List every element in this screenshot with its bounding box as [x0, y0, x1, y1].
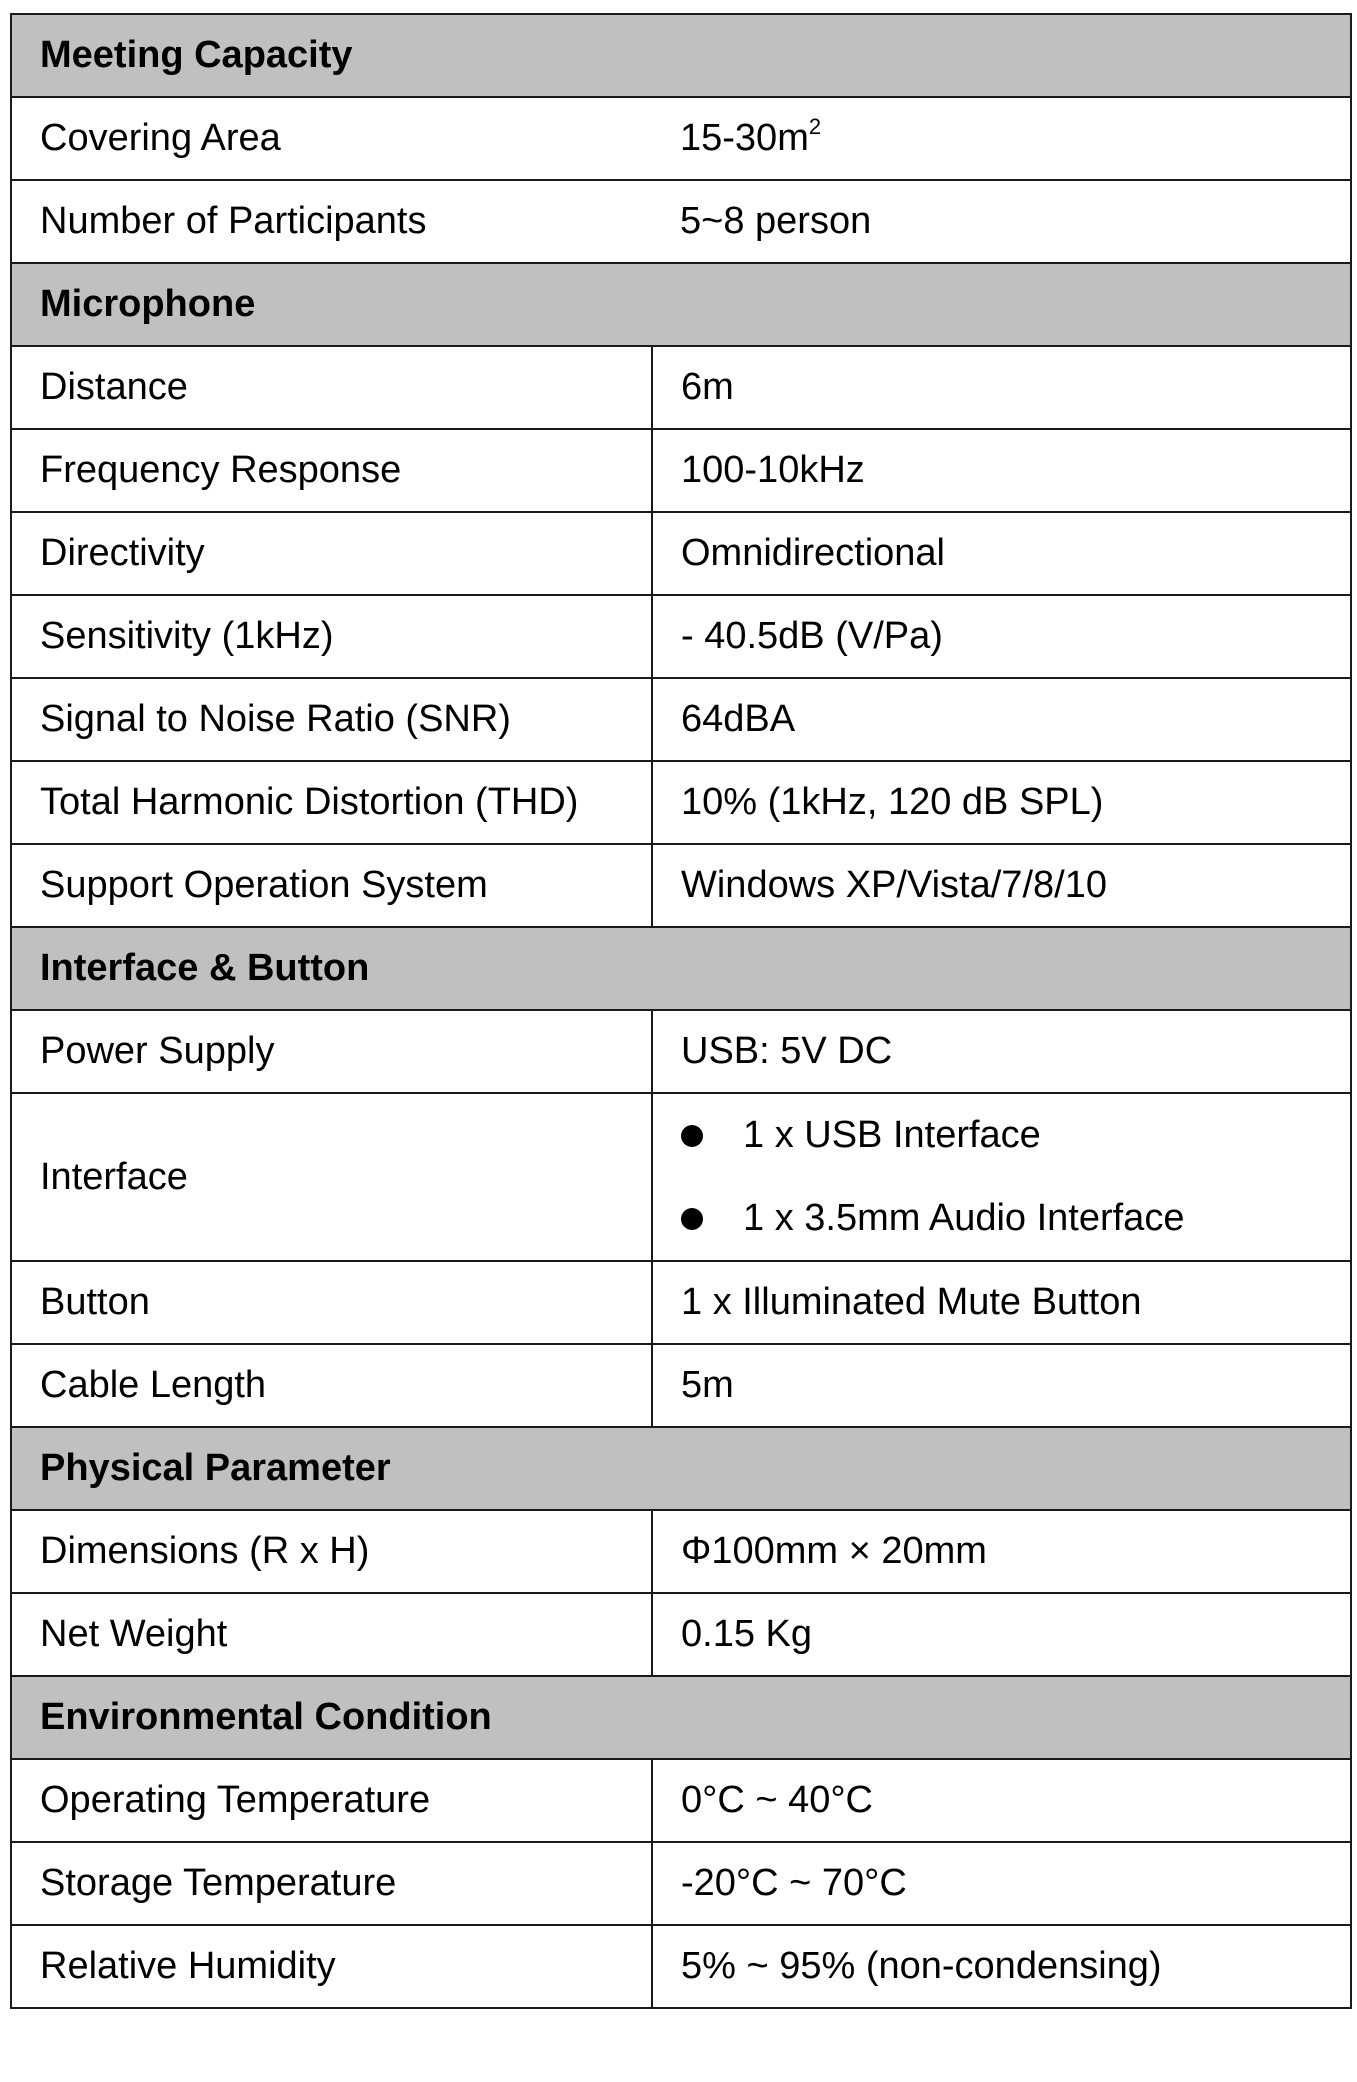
spec-value: Φ100mm × 20mm — [652, 1510, 1351, 1593]
bullet-item — [681, 1177, 1350, 1260]
spec-label: Net Weight — [11, 1593, 652, 1676]
spec-value: 1 x Illuminated Mute Button — [652, 1261, 1351, 1344]
spec-label: Relative Humidity — [11, 1925, 652, 2008]
spec-row — [11, 1261, 1351, 1344]
spec-label: Button — [11, 1261, 652, 1344]
bullet-text: 1 x 3.5mm Audio Interface — [743, 1197, 1185, 1239]
spec-label: Operating Temperature — [11, 1759, 652, 1842]
spec-label: Total Harmonic Distortion (THD) — [11, 761, 652, 844]
superscript: 2 — [808, 114, 822, 139]
bullet-list — [681, 1094, 1350, 1260]
spec-row — [11, 1344, 1351, 1427]
spec-label: Covering Area — [11, 97, 652, 180]
section-header-interface-button — [11, 927, 1351, 1010]
spec-label: Directivity — [11, 512, 652, 595]
spec-label: Storage Temperature — [11, 1842, 652, 1925]
spec-value: 5m — [652, 1344, 1351, 1427]
section-header-physical-parameter — [11, 1427, 1351, 1510]
spec-value: Windows XP/Vista/7/8/10 — [652, 844, 1351, 927]
spec-value: 5~8 person — [652, 180, 1351, 263]
spec-label: Power Supply — [11, 1010, 652, 1093]
spec-value — [652, 1093, 1351, 1261]
spec-row — [11, 346, 1351, 429]
section-title: Environmental Condition — [11, 1676, 1351, 1759]
spec-row — [11, 1759, 1351, 1842]
bullet-text: 1 x USB Interface — [743, 1114, 1041, 1156]
spec-label: Number of Participants — [11, 180, 652, 263]
spec-row — [11, 429, 1351, 512]
section-title: Meeting Capacity — [11, 14, 1351, 97]
spec-value: 5% ~ 95% (non-condensing) — [652, 1925, 1351, 2008]
bullet-dot-icon — [681, 1208, 703, 1230]
spec-value: 6m — [652, 346, 1351, 429]
spec-row — [11, 1510, 1351, 1593]
spec-row — [11, 97, 1351, 180]
spec-row — [11, 1925, 1351, 2008]
specification-table — [10, 13, 1352, 2009]
spec-value: 64dBA — [652, 678, 1351, 761]
section-title: Physical Parameter — [11, 1427, 1351, 1510]
spec-row — [11, 844, 1351, 927]
spec-label: Cable Length — [11, 1344, 652, 1427]
spec-row — [11, 761, 1351, 844]
spec-row — [11, 1010, 1351, 1093]
spec-value: - 40.5dB (V/Pa) — [652, 595, 1351, 678]
spec-value — [652, 97, 1351, 180]
section-header-meeting-capacity — [11, 14, 1351, 97]
spec-row — [11, 1842, 1351, 1925]
spec-row — [11, 678, 1351, 761]
spec-row — [11, 180, 1351, 263]
spec-value: 100-10kHz — [652, 429, 1351, 512]
section-header-microphone — [11, 263, 1351, 346]
spec-label: Frequency Response — [11, 429, 652, 512]
spec-value: -20°C ~ 70°C — [652, 1842, 1351, 1925]
spec-value: 0.15 Kg — [652, 1593, 1351, 1676]
spec-label: Distance — [11, 346, 652, 429]
spec-value: USB: 5V DC — [652, 1010, 1351, 1093]
spec-label: Support Operation System — [11, 844, 652, 927]
spec-value-text: 15-30m — [680, 117, 809, 159]
spec-label: Signal to Noise Ratio (SNR) — [11, 678, 652, 761]
spec-value: 10% (1kHz, 120 dB SPL) — [652, 761, 1351, 844]
spec-label: Dimensions (R x H) — [11, 1510, 652, 1593]
spec-row — [11, 1093, 1351, 1261]
bullet-dot-icon — [681, 1125, 703, 1147]
bullet-item — [681, 1094, 1350, 1177]
spec-label: Interface — [11, 1093, 652, 1261]
spec-value: 0°C ~ 40°C — [652, 1759, 1351, 1842]
spec-row — [11, 1593, 1351, 1676]
section-title: Interface & Button — [11, 927, 1351, 1010]
section-header-environmental-condition — [11, 1676, 1351, 1759]
spec-row — [11, 512, 1351, 595]
spec-row — [11, 595, 1351, 678]
section-title: Microphone — [11, 263, 1351, 346]
spec-label: Sensitivity (1kHz) — [11, 595, 652, 678]
spec-value: Omnidirectional — [652, 512, 1351, 595]
